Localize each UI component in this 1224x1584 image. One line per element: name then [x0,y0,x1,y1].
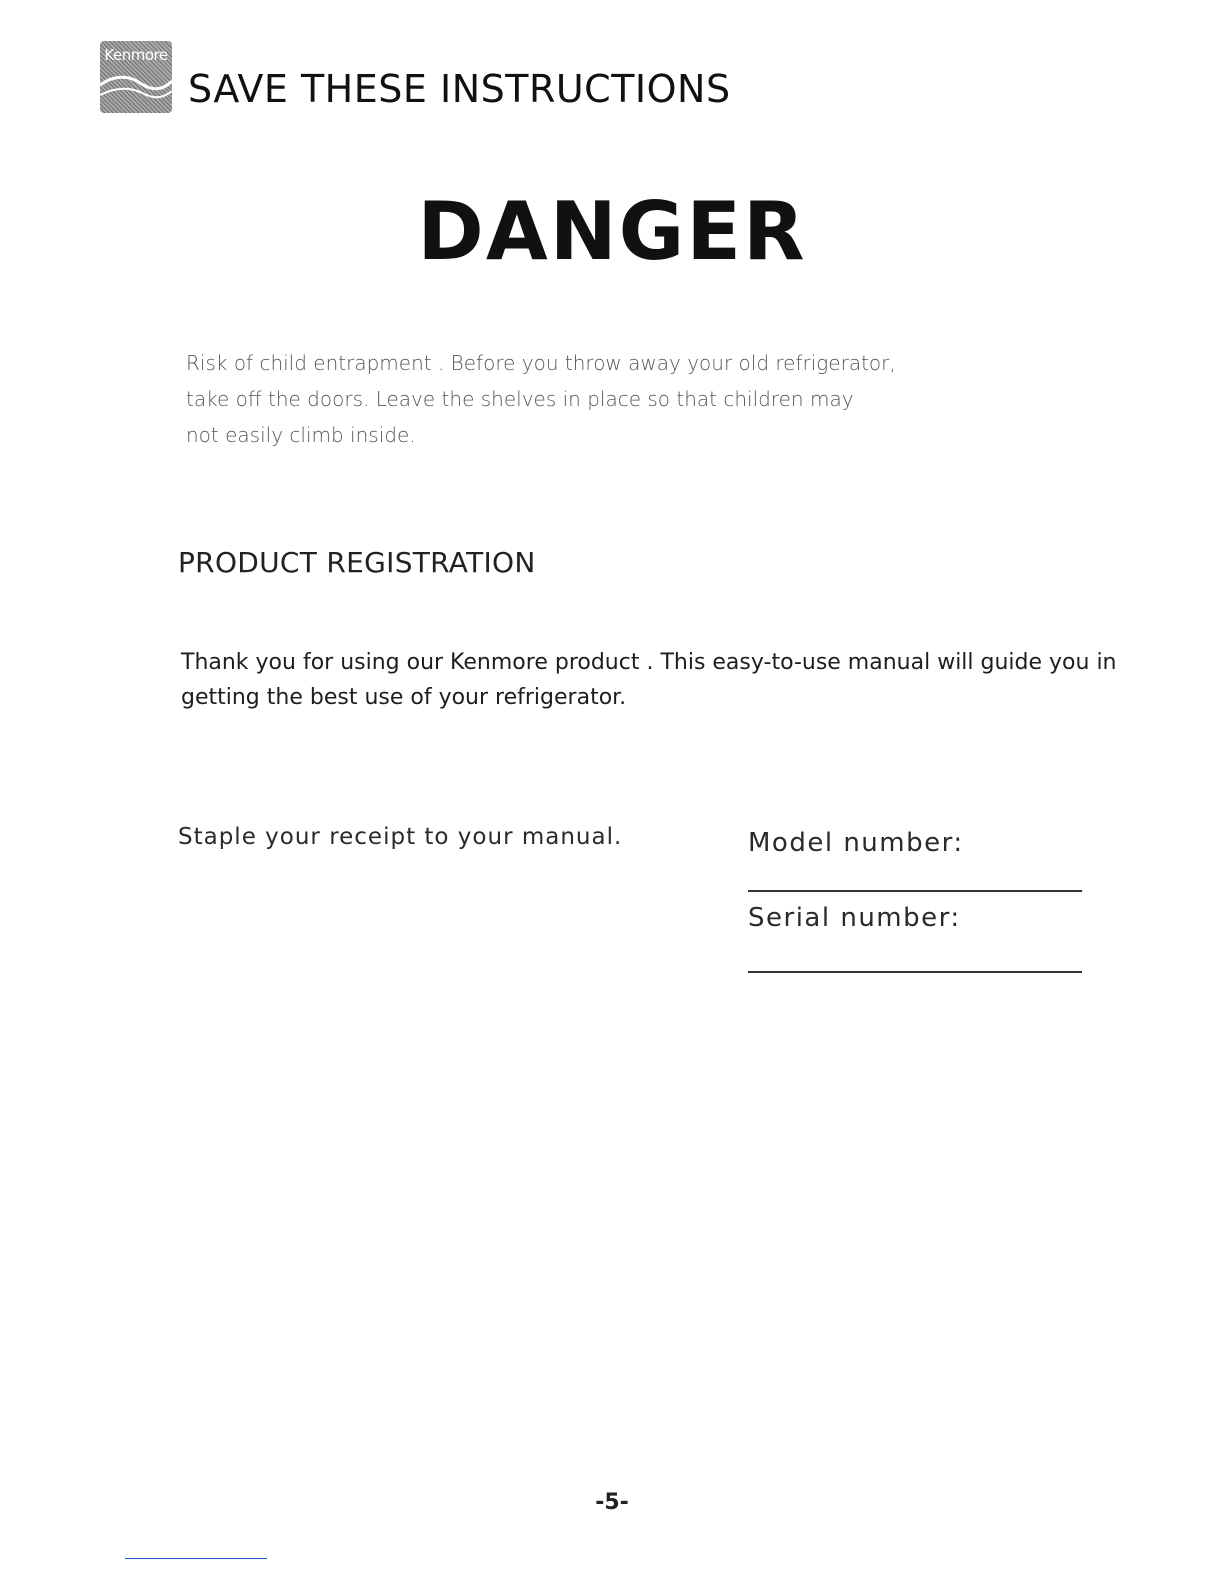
intro-line: getting the best use of your refrigerator. [181,685,627,710]
product-registration-heading: PRODUCT REGISTRATION [178,546,536,579]
model-number-label: Model number: [748,828,964,858]
footnote-divider [125,1558,267,1559]
warning-line: Risk of child entrapment . Before you throw away your old refrigerator, [186,351,896,375]
page-header-title: SAVE THESE INSTRUCTIONS [188,67,731,111]
serial-number-label: Serial number: [748,903,961,933]
registration-intro [181,645,1161,715]
kenmore-logo-icon [100,41,172,113]
model-number-field-line [748,890,1082,892]
warning-line: take off the doors. Leave the shelves in place so that children may [186,387,854,411]
intro-line: Thank you for using our Kenmore product . This easy-to-use manual will guide you in [181,650,1117,675]
page-number: -5- [595,1490,629,1515]
serial-number-field-line [748,971,1082,973]
danger-title: DANGER [417,185,807,278]
staple-receipt-note: Staple your receipt to your manual. [178,824,623,850]
danger-warning-text [186,345,946,453]
warning-line: not easily climb inside. [186,423,416,447]
logo-text: Kenmore [104,46,168,64]
